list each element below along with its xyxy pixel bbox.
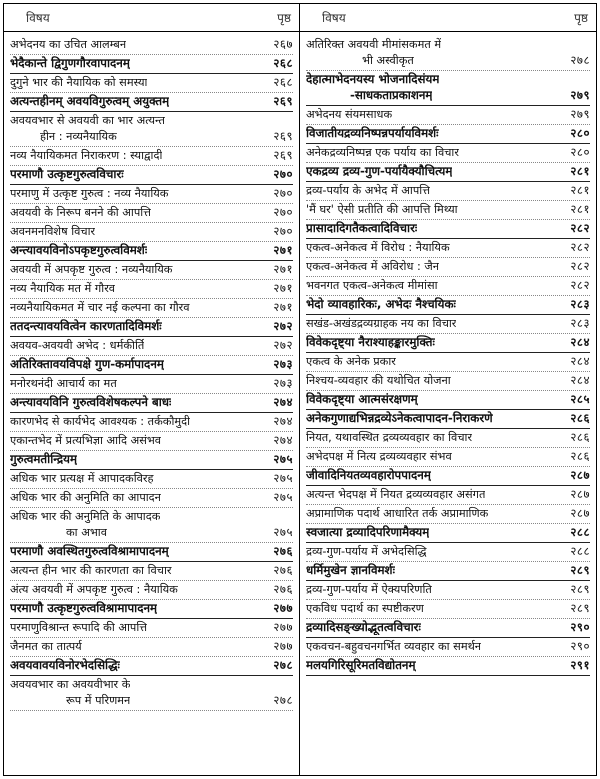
entry-page-number: २७० (273, 167, 293, 181)
index-entry (10, 600, 293, 619)
entry-page-number: २७५ (273, 452, 293, 466)
entry-page-number: २७३ (273, 376, 293, 390)
entry-page-number: २७१ (273, 243, 293, 257)
entry-title: जीवादिनियतव्यवहारोपपादनम् (306, 468, 431, 482)
entry-title: मनोरथनंदी आचार्य का मत (10, 377, 117, 390)
index-entry (306, 619, 590, 638)
entry-page-number: २९१ (570, 658, 590, 672)
entry-title: रूप में परिणमन (66, 694, 131, 707)
entry-title: अत्यन्तहीनम् अवयविगुरुत्वम् अयुक्तम् (10, 94, 170, 108)
entry-title: अधिक भार प्रत्यक्ष में आपादकविरह (10, 472, 154, 485)
index-entry (10, 581, 293, 600)
entry-title: देहात्माभेदनयस्य भोजनादिसंयम (306, 72, 440, 86)
index-entry (10, 657, 293, 676)
entry-page-number: २७१ (273, 281, 293, 295)
left-column-header (4, 4, 299, 32)
entry-title: कारणभेद से कार्यभेद आवश्यक : तर्ककौमुदी (10, 415, 191, 428)
entry-title: अवयवभार का अवयवीभार के (10, 678, 131, 691)
entry-title: विवेकदृष्ट्या नैराश्याहङ्कारमुक्तिः (306, 335, 435, 349)
entry-title: भेदैकान्ते द्विगुणगौरवापादनम् (10, 56, 130, 70)
entry-page-number: २८२ (570, 259, 590, 273)
entry-title: अत्यन्त हीन भार की कारणता का विचार (10, 564, 172, 577)
index-entry (306, 71, 590, 87)
entry-page-number: २६९ (273, 148, 293, 162)
entry-page-number: २७१ (273, 262, 293, 276)
entry-page-number: २८५ (570, 392, 590, 406)
entry-title: परमाणु में उत्कृष्ट गुरुत्व : नव्य नैयायिक (10, 187, 169, 200)
index-entry (10, 676, 293, 692)
entry-page-number: २७७ (273, 639, 293, 653)
index-entry (306, 239, 590, 258)
right-column (300, 4, 596, 775)
entry-title: अधिक भार की अनुमिति के आपादक (10, 510, 161, 523)
index-entry (306, 448, 590, 467)
entry-title: भेदो व्यावहारिकः, अभेदः नैश्चयिकः (306, 297, 456, 311)
entry-title: अवयव-अवयवी अभेद : धर्मकीर्ति (10, 339, 145, 352)
index-entry (306, 220, 590, 239)
entry-page-number: २७१ (273, 300, 293, 314)
index-entry (10, 185, 293, 204)
entry-page-number: २८७ (570, 506, 590, 520)
entry-page-number: २७० (273, 224, 293, 238)
index-entry (306, 391, 590, 410)
entry-title: द्रव्य-पर्याय के अभेद में आपत्ति (306, 184, 430, 197)
entry-page-number: २७६ (273, 563, 293, 577)
entry-title: द्रव्यादिसङ्ख्योद्भूतत्वविचारः (306, 620, 421, 634)
index-entry (306, 277, 590, 296)
index-entry (10, 470, 293, 489)
entry-page-number: २८० (570, 126, 590, 140)
entry-title: मलयगिरिसूरिमतविद्योतनम् (306, 658, 416, 672)
index-entry (306, 87, 590, 106)
entry-page-number: २७४ (273, 414, 293, 428)
entry-title: एकवचन-बहुवचनगर्भित व्यवहार का समर्थन (306, 640, 482, 653)
index-entry (10, 356, 293, 375)
left-column (4, 4, 300, 775)
index-entry (10, 508, 293, 524)
entry-page-number: २८६ (570, 411, 590, 425)
entry-title: एकान्तभेद में प्रत्यभिज्ञा आदि असंभव (10, 434, 162, 447)
entry-page-number: २८६ (570, 430, 590, 444)
entry-title: अतिरिक्त अवयवी मीमांसकमत में (306, 38, 442, 51)
entry-title: नव्य नैयायिक मत में गौरव (10, 282, 116, 295)
entry-title: प्रासादादिगतैकत्वादिविचारः (306, 221, 418, 235)
index-entry (306, 125, 590, 144)
entry-page-number: २८७ (570, 487, 590, 501)
index-entry (306, 106, 590, 125)
entry-page-number: २९० (570, 639, 590, 653)
index-entry (306, 486, 590, 505)
entry-title: अवयवावयविनोरभेदसिद्धिः (10, 658, 120, 672)
index-entry (10, 242, 293, 261)
index-entry (10, 112, 293, 128)
entry-page-number: २७२ (273, 319, 293, 333)
entry-page-number: २७२ (273, 338, 293, 352)
index-entry (10, 74, 293, 93)
entry-page-number: २८१ (570, 183, 590, 197)
index-entry (10, 562, 293, 581)
index-entry (10, 318, 293, 337)
entry-page-number: २८७ (570, 468, 590, 482)
entry-page-number: २७५ (273, 490, 293, 504)
entry-page-number: २७९ (570, 107, 590, 121)
entry-page-number: २८३ (570, 297, 590, 311)
index-entry (10, 451, 293, 470)
entry-page-number: २७५ (273, 471, 293, 485)
index-entry (10, 147, 293, 166)
index-entry (10, 692, 293, 711)
index-entry (10, 204, 293, 223)
entry-page-number: २८१ (570, 164, 590, 178)
index-entry (306, 201, 590, 220)
index-entry (306, 258, 590, 277)
entry-title: धर्मिमुखेन ज्ञानविमर्शः (306, 563, 395, 577)
index-entry (306, 429, 590, 448)
entry-title: एकविध पदार्थ का स्पष्टीकरण (306, 602, 424, 615)
entry-page-number: २८४ (570, 354, 590, 368)
index-entry (306, 600, 590, 619)
entry-page-number: २६७ (273, 37, 293, 51)
entry-page-number: २८९ (570, 563, 590, 577)
entry-title: -साधकताप्रकाशनम् (350, 88, 433, 102)
entry-page-number: २७७ (273, 620, 293, 634)
entry-title: सखंड-अखंडद्रव्यग्राहक नय का विचार (306, 317, 457, 330)
entry-title: नव्यनैयायिकमत में चार नई कल्पना का गौरव (10, 301, 190, 314)
index-entry (10, 432, 293, 451)
index-entry (10, 93, 293, 112)
index-entry (306, 52, 590, 71)
entry-title: परमाणुविश्रान्त रूपादि की आपत्ति (10, 621, 148, 634)
entry-page-number: २८६ (570, 449, 590, 463)
page-header: पृष्ठ (277, 11, 291, 25)
entry-title: विवेकदृष्ट्या आत्मसंरक्षणम् (306, 392, 418, 406)
entry-title: स्वजात्या द्रव्यादिपरिणामैक्यम् (306, 525, 430, 539)
index-entry (306, 36, 590, 52)
entry-page-number: २७८ (273, 693, 293, 707)
left-entries (4, 32, 299, 775)
index-entry (10, 128, 293, 147)
entry-title: हीन : नव्यनैयायिक (40, 130, 117, 143)
index-entry (10, 36, 293, 55)
index-entry (306, 657, 590, 676)
index-entry (306, 543, 590, 562)
entry-page-number: २७४ (273, 395, 293, 409)
entry-page-number: २७४ (273, 433, 293, 447)
entry-title: द्रव्य-गुण-पर्याय में अभेदसिद्धि (306, 545, 427, 558)
entry-page-number: २९० (570, 620, 590, 634)
index-entry (306, 505, 590, 524)
index-entry (10, 337, 293, 356)
index-entry (306, 581, 590, 600)
entry-title: भी अस्वीकृत (362, 54, 414, 67)
entry-title: अभेदनय का उचित आलम्बन (10, 38, 127, 51)
entry-title: एकत्व-अनेकत्व में विरोध : नैयायिक (306, 241, 450, 254)
entry-page-number: २७० (273, 186, 293, 200)
entry-page-number: २७३ (273, 357, 293, 371)
index-entry (10, 394, 293, 413)
index-entry (306, 334, 590, 353)
index-entry (10, 638, 293, 657)
index-entry (306, 638, 590, 657)
entry-title: दुगुने भार की नैयायिक को समस्या (10, 76, 148, 89)
index-entry (306, 144, 590, 163)
entry-title: अवयवी में अपकृष्ट गुरुत्व : नव्यनैयायिक (10, 263, 173, 276)
entry-title: अन्त्यावयविनि गुरुत्वविशेषकल्पने बाधः (10, 395, 172, 409)
entry-page-number: २७६ (273, 544, 293, 558)
entry-page-number: २७० (273, 205, 293, 219)
entry-title: परमाणौ उत्कृष्टगुरुत्वविश्रामापादनम् (10, 601, 158, 615)
entry-page-number: २८३ (570, 316, 590, 330)
index-entry (306, 296, 590, 315)
entry-title: द्रव्य-गुण-पर्याय में ऐक्यपरिणति (306, 583, 432, 596)
entry-title: अनेकगुणाद्यभिन्नद्रव्येऽनेकत्वापादन-निराकरणे (306, 411, 493, 425)
index-entry (306, 372, 590, 391)
entry-title: एकत्व-अनेकत्व में अविरोध : जैन (306, 260, 440, 273)
entry-title: भवनगत एकत्व-अनेकत्व मीमांसा (306, 279, 438, 292)
entry-title: एकद्रव्य द्रव्य-गुण-पर्यायैक्यौचित्यम् (306, 164, 453, 178)
entry-title: निश्चय-व्यवहार की यथोचित योजना (306, 374, 451, 387)
entry-title: अन्त्यावयविनोऽपकृष्टगुरुत्वविमर्शः (10, 243, 148, 257)
entry-title: परमाणौ उत्कृष्टगुरुत्वविचारः (10, 167, 124, 181)
entry-page-number: २८८ (570, 544, 590, 558)
entry-title: अतिरिक्तावयविपक्षे गुण-कर्मापादनम् (10, 357, 164, 371)
entry-page-number: २८२ (570, 240, 590, 254)
entry-title: जैनमत का तात्पर्य (10, 640, 82, 653)
entry-page-number: २६९ (273, 129, 293, 143)
entry-title: एकत्व के अनेक प्रकार (306, 355, 396, 368)
index-entry (306, 353, 590, 372)
page-header: पृष्ठ (574, 11, 588, 25)
index-entry (10, 375, 293, 394)
entry-page-number: २८९ (570, 601, 590, 615)
index-entry (306, 410, 590, 429)
entry-title: अवयवी के निरूप बनने की आपत्ति (10, 206, 151, 219)
entry-page-number: २७७ (273, 601, 293, 615)
entry-page-number: २८२ (570, 278, 590, 292)
entry-page-number: २८८ (570, 525, 590, 539)
subject-header: विषय (26, 11, 50, 25)
entry-page-number: २६८ (273, 56, 293, 70)
index-entry (306, 524, 590, 543)
index-entry (10, 280, 293, 299)
entry-page-number: २७६ (273, 582, 293, 596)
entry-title: अत्यन्त भेदपक्ष में नियत द्रव्यव्यवहार असंगत (306, 488, 486, 501)
index-entry (10, 223, 293, 242)
entry-title: अवनमनविशेष विचार (10, 225, 96, 238)
index-entry (306, 467, 590, 486)
entry-page-number: २८१ (570, 202, 590, 216)
index-entry (10, 524, 293, 543)
index-entry (10, 543, 293, 562)
index-entry (306, 182, 590, 201)
entry-page-number: २६८ (273, 75, 293, 89)
index-entry (10, 489, 293, 508)
entry-title: अंत्य अवयवी में अपकृष्ट गुरुत्व : नैयायिक (10, 583, 178, 596)
entry-page-number: २७८ (570, 53, 590, 67)
index-entry (10, 413, 293, 432)
entry-title: नव्य नैयायिकमत निराकरण : स्याद्वादी (10, 149, 163, 162)
entry-page-number: २७९ (570, 88, 590, 102)
entry-title: ततदन्त्यावयवित्वेन कारणतादिविमर्शः (10, 319, 162, 333)
entry-title: अनेकद्रव्यनिष्पन्न एक पर्याय का विचार (306, 146, 459, 159)
right-column-header (300, 4, 596, 32)
entry-page-number: २८० (570, 145, 590, 159)
entry-page-number: २८९ (570, 582, 590, 596)
entry-title: अप्रामाणिक पदार्थ आधारित तर्क अप्रामाणिक (306, 507, 489, 520)
entry-title: विजातीयद्रव्यनिष्पन्नपर्यायविमर्शः (306, 126, 439, 140)
subject-header: विषय (322, 11, 346, 25)
index-entry (306, 163, 590, 182)
index-entry (10, 619, 293, 638)
entry-title: अभेदपक्ष में नित्य द्रव्यव्यवहार संभव (306, 450, 452, 463)
index-table (3, 3, 597, 776)
index-entry (306, 562, 590, 581)
index-entry (10, 166, 293, 185)
index-entry (10, 299, 293, 318)
entry-page-number: २८४ (570, 335, 590, 349)
entry-title: अधिक भार की अनुमिति का आपादन (10, 491, 161, 504)
index-entry (10, 261, 293, 280)
entry-title: का अभाव (66, 526, 107, 539)
entry-page-number: २८४ (570, 373, 590, 387)
entry-title: परमाणौ अवस्थितगुरुत्वविश्रामापादनम् (10, 544, 169, 558)
entry-page-number: २७५ (273, 525, 293, 539)
entry-title: नियत, यथावस्थित द्रव्यव्यवहार का विचार (306, 431, 473, 444)
index-entry (306, 315, 590, 334)
entry-page-number: २८२ (570, 221, 590, 235)
entry-title: 'मैं घर' ऐसी प्रतीति की आपत्ति मिथ्या (306, 203, 458, 216)
entry-title: अभेदनय संयमसाधक (306, 108, 393, 121)
entry-page-number: २७८ (273, 658, 293, 672)
index-entry (10, 55, 293, 74)
entry-title: अवयवभार से अवयवी का भार अत्यन्त (10, 114, 165, 127)
entry-title: गुरुत्वमतीन्द्रियम् (10, 452, 78, 466)
right-entries (300, 32, 596, 775)
entry-page-number: २६९ (273, 94, 293, 108)
